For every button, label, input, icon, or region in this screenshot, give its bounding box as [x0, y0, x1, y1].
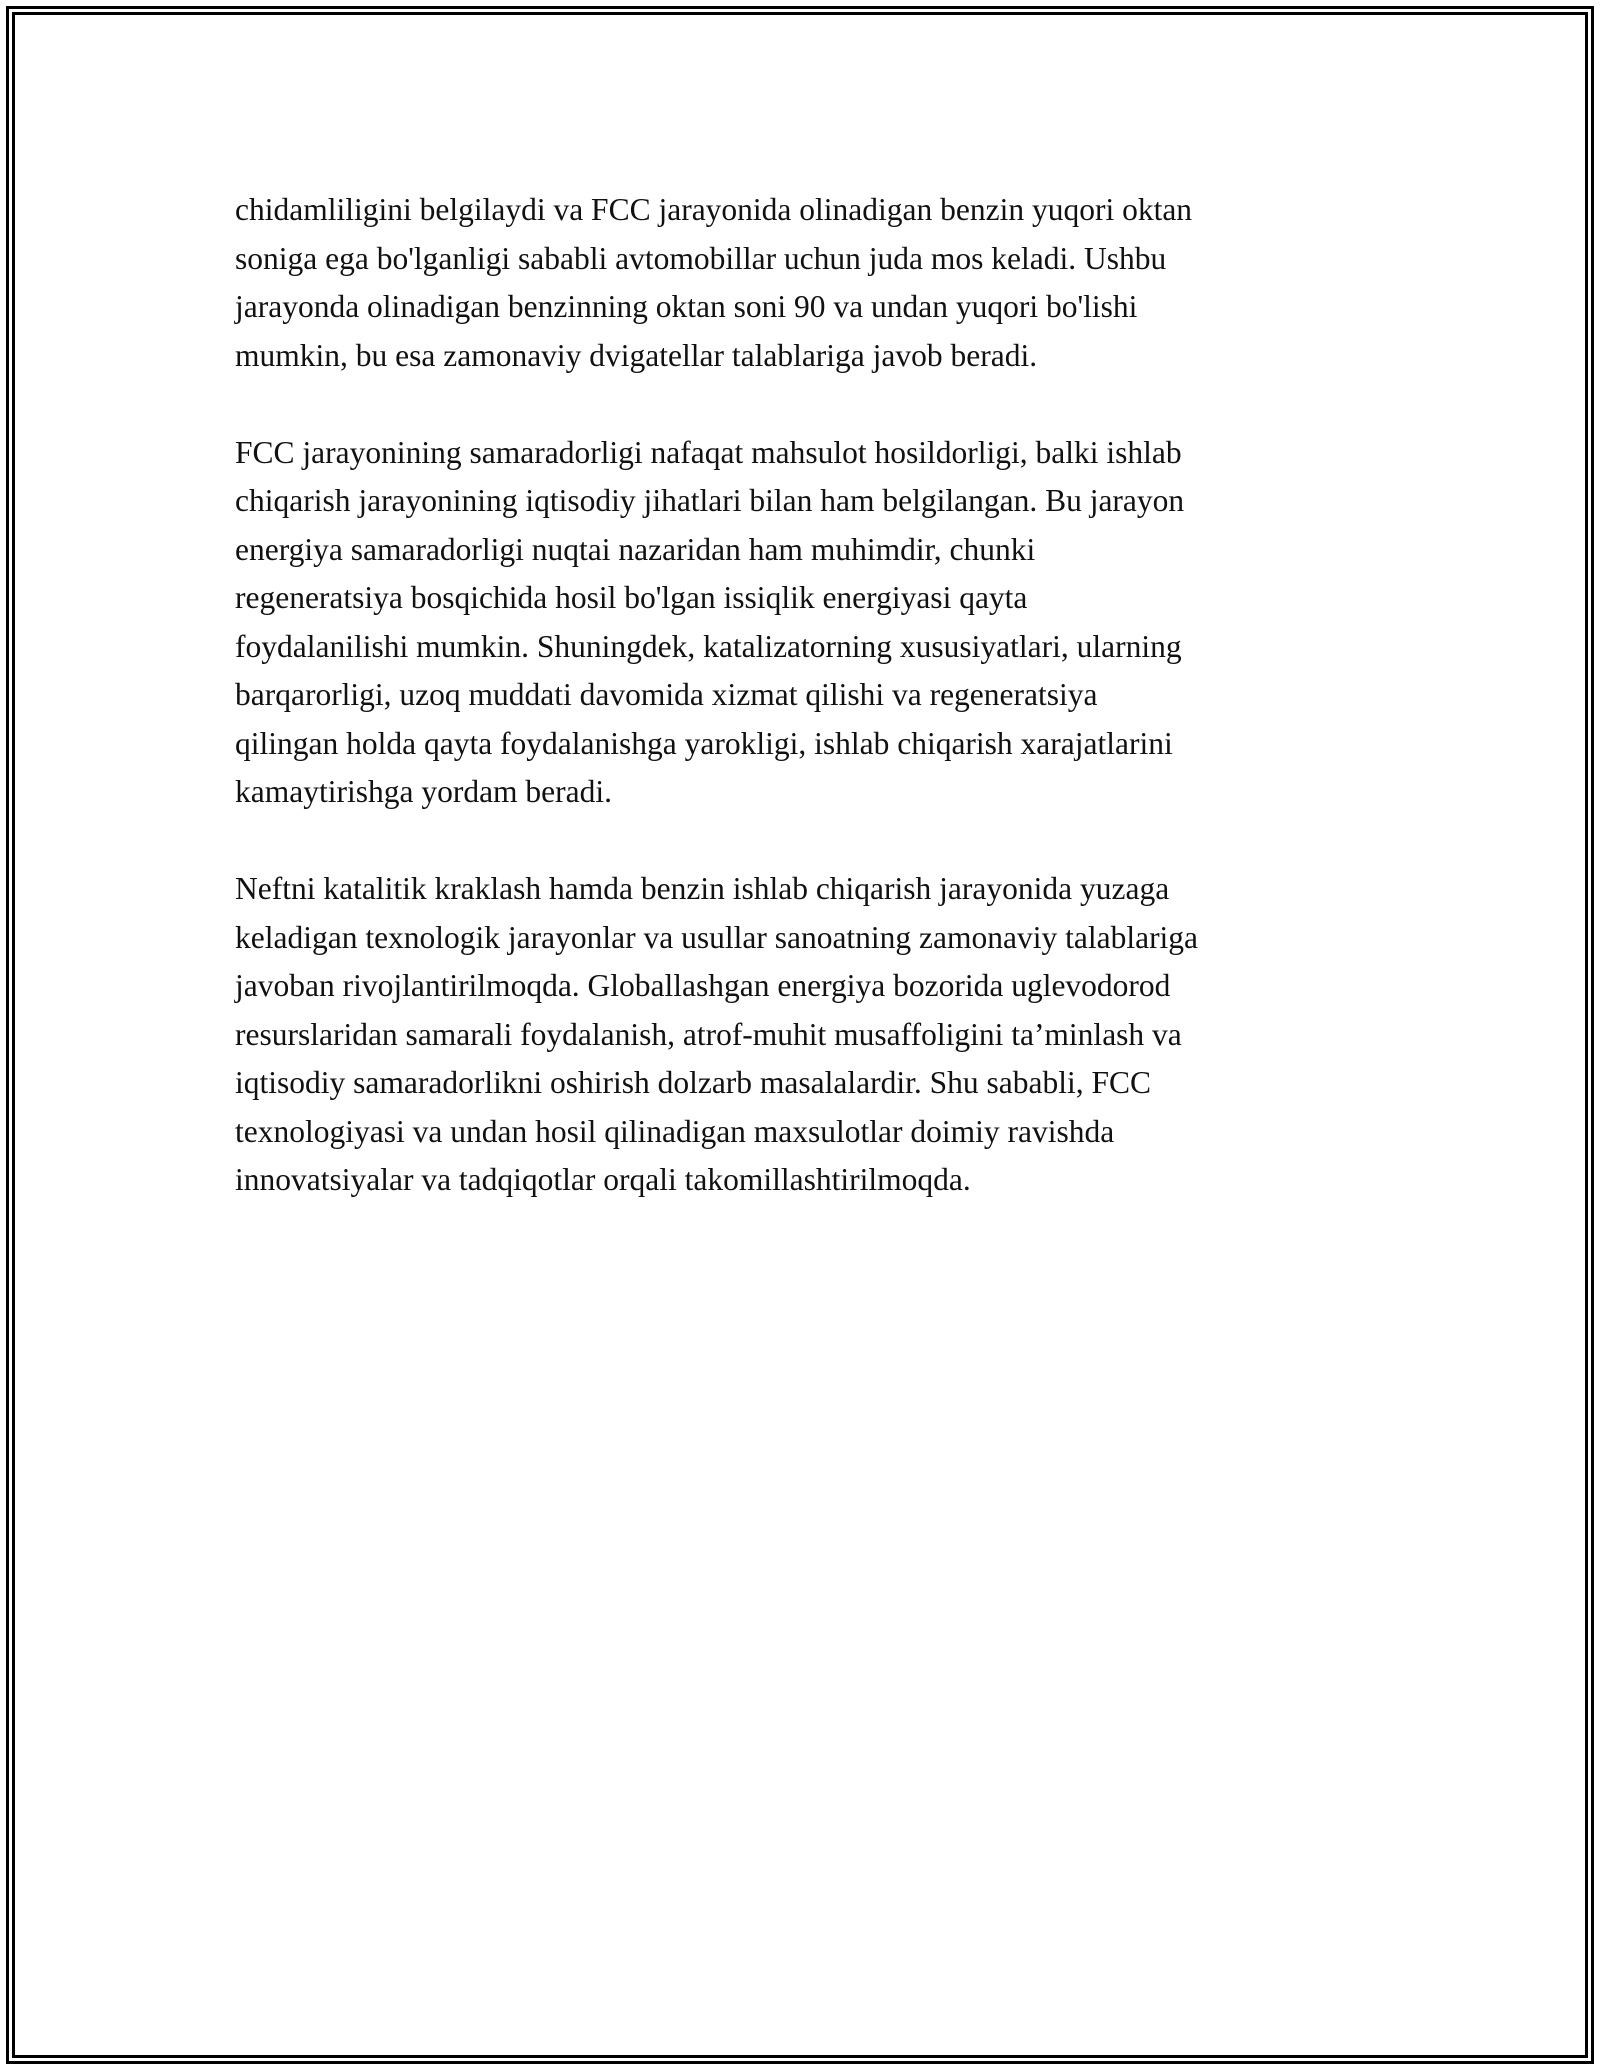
document-body: [235, 186, 1395, 1253]
paragraph-2: FCC jarayonining samaradorligi nafaqat mahsulot hosildorligi, balki ishlab chiqarish jarayonining iqtisodiy jihatlari bilan ham belgilangan. Bu jarayon energiya samaradorligi nuqtai nazaridan ham muhimdir, chunki regeneratsiya bosqichida hosil bo'lgan issiqlik energiyasi qayta foydalanilishi mumkin. Shuningdek, katalizatorning xususiyatlari, ularning barqarorligi, uzoq muddati davomida xizmat qilishi va regeneratsiya qilingan holda qayta foydalanishga yarokligi, ishlab chiqarish xarajatlarini kamaytirishga yordam beradi.: [235, 434, 1185, 809]
paragraph-3: Neftni katalitik kraklash hamda benzin ishlab chiqarish jarayonida yuzaga keladigan texnologik jarayonlar va usullar sanoatning zamonaviy talablariga javoban rivojlantirilmoqda. Globallashgan energiya bozorida uglevodorod resurslaridan samarali foydalanish, atrof-muhit musaffoligini ta’minlash va iqtisodiy samaradorlikni oshirish dolzarb masalalardir. Shu sababli, FCC texnologiyasi va undan hosil qilinadigan maxsulotlar doimiy ravishda innovatsiyalar va tadqiqotlar orqali takomillashtirilmoqda.: [235, 871, 1199, 1197]
paragraph-1: chidamliligini belgilaydi va FCC jarayonida olinadigan benzin yuqori oktan soniga ega bo'lganligi sababli avtomobillar uchun juda mos keladi. Ushbu jarayonda olinadigan benzinning oktan soni 90 va undan yuqori bo'lishi mumkin, bu esa zamonaviy dvigatellar talablariga javob beradi.: [235, 192, 1193, 373]
